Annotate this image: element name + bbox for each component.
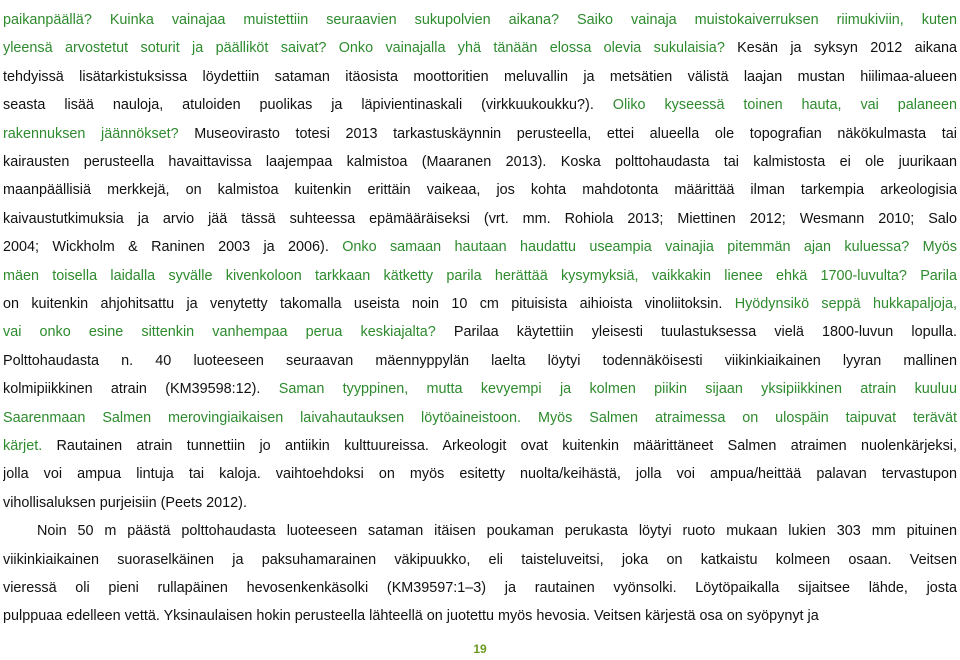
body-text-span: pulppuaa edelleen vettä. Yksinaulaisen hokin perusteella lähteellä on juotettu myös hevosia. Veitsen kärjestä osa on syöpynyt ja xyxy=(3,608,819,624)
text-line xyxy=(3,206,957,232)
text-line xyxy=(3,433,957,459)
text-line xyxy=(3,35,957,61)
text-line xyxy=(3,64,957,90)
body-text-span: vihollisaluksen purjeisiin (Peets 2012). xyxy=(3,495,247,511)
text-line xyxy=(3,234,957,260)
text-line xyxy=(3,121,957,147)
highlighted-question-text: kärjet. xyxy=(3,438,43,454)
text-line xyxy=(3,348,957,374)
body-text-span: kaivaustutkimuksia ja arvio jää tässä suhteessa epämääräiseksi (vrt. mm. Rohiola 2013; Miettinen 2012; Wesmann 2010; Salo xyxy=(3,211,957,227)
body-text-span: 2004; Wickholm & Raninen 2003 ja 2006). xyxy=(3,239,329,255)
body-text-span: Rautainen atrain tunnettiin jo antiikin kulttuureissa. Arkeologit ovat kuitenkin määrittäneet Salmen atraimen nuolenkärjeksi, xyxy=(42,438,957,454)
page-number: 19 xyxy=(473,642,487,656)
highlighted-question-text: yleensä arvostetut soturit ja päälliköt saivat? Onko vainajalla yhä tänään elossa olevia sukulaisia? xyxy=(3,40,725,56)
body-text-span: vieressä oli pieni rullapäinen hevosenkenkäsolki (KM39597:1–3) ja rautainen vyönsolki. Löytöpaikalla sijaitsee lähde, josta xyxy=(3,580,957,596)
body-text-span: Parilaa käytettiin yleisesti tuulastuksessa vielä 1800-luvun lopulla. xyxy=(435,324,957,340)
highlighted-question-text: vai onko esine sittenkin vanhempaa perua keskiajalta? xyxy=(3,324,436,340)
highlighted-question-text: rakennuksen jäännökset? xyxy=(3,126,179,142)
highlighted-question-text: mäen toisella laidalla syvälle kivenkoloon tarkkaan kätketty parila herättää kysymyksiä, vaikkakin lienee ehkä 1700-luvulta? Parila xyxy=(3,268,957,284)
text-line xyxy=(3,376,957,402)
highlighted-question-text: paikanpäällä? Kuinka vainajaa muistettiin seuraavien sukupolvien aikana? Saiko vainaja muistokaiverruksen riimukiviin, kuten xyxy=(3,12,957,28)
body-text-span: maanpäällisiä merkkejä, on kalmistoa kuitenkin erittäin vaikeaa, jos kohta mahdotonta määrittää ilman tarkempia arkeologisia xyxy=(3,182,957,198)
text-line xyxy=(3,603,957,629)
body-text-span: kairausten perusteella havaittavissa laajempaa kalmistoa (Maaranen 2013). Koska polttohaudasta tai kalmistosta ei ole juurikaan xyxy=(3,154,957,170)
body-text-span: viikinkiaikainen suoraselkäinen ja paksuhamarainen väkipuukko, eli taisteluveitsi, joka on katkaistu kolmeen osaan. Veitsen xyxy=(3,552,957,568)
text-line xyxy=(3,575,957,601)
text-line xyxy=(3,263,957,289)
text-line xyxy=(3,405,957,431)
text-line xyxy=(3,518,957,544)
body-text-span: Museovirasto totesi 2013 tarkastuskäynnin perusteella, ettei alueella ole topografian näkökulmasta tai xyxy=(178,126,957,142)
highlighted-question-text: Oliko kyseessä toinen hauta, vai palaneen xyxy=(593,97,957,113)
highlighted-question-text: Onko samaan hautaan haudattu useampia vainajia pitemmän ajan kuluessa? Myös xyxy=(328,239,957,255)
body-text-span: Noin 50 m päästä polttohaudasta luoteeseen sataman itäisen poukaman perukasta löytyi ruoto mukaan lukien 303 mm pituinen xyxy=(37,523,957,539)
text-line xyxy=(3,92,957,118)
text-line xyxy=(3,547,957,573)
text-line xyxy=(3,7,957,33)
highlighted-question-text: Hyödynsikö seppä hukkapaljoja, xyxy=(722,296,957,312)
text-line xyxy=(3,149,957,175)
text-line xyxy=(3,490,957,516)
text-line xyxy=(3,291,957,317)
body-text-span: seasta lisää nauloja, atuloiden puolikas ja läpivientinaskali (virkkuukoukku?). xyxy=(3,97,594,113)
text-line xyxy=(3,319,957,345)
body-text-span: tehdyissä lisätarkistuksissa löydettiin sataman itäosista moottoritien meluvallin ja metsätien välistä laajan mustan hiilimaa-alueen xyxy=(3,69,957,85)
body-text-span: jolla voi ampua lintuja tai kaloja. vaihtoehdoksi on myös esitetty nuolta/keihästä, jolla voi ampua/heittää palavan tervastupon xyxy=(3,466,957,482)
text-line xyxy=(3,461,957,487)
text-line xyxy=(3,177,957,203)
highlighted-question-text: Saarenmaan Salmen merovingiaikaisen laivahautauksen löytöaineistoon. Myös Salmen atraimessa on ulospäin taipuvat terävät xyxy=(3,410,957,426)
body-text-span: Polttohaudasta n. 40 luoteeseen seuraavan mäennyppylän laelta löytyi todennäköisesti viikinkiaikainen lyyran mallinen xyxy=(3,353,957,369)
body-text-span: Kesän ja syksyn 2012 aikana xyxy=(724,40,957,56)
body-text-span: on kuitenkin ahjohitsattu ja venytetty takomalla useista noin 10 cm pituisista aihioista vinoliitoksin. xyxy=(3,296,723,312)
highlighted-question-text: Saman tyyppinen, mutta kevyempi ja kolmen piikin sijaan yksipiikkinen atrain kuuluu xyxy=(260,381,957,397)
body-text-span: kolmipiikkinen atrain (KM39598:12). xyxy=(3,381,261,397)
